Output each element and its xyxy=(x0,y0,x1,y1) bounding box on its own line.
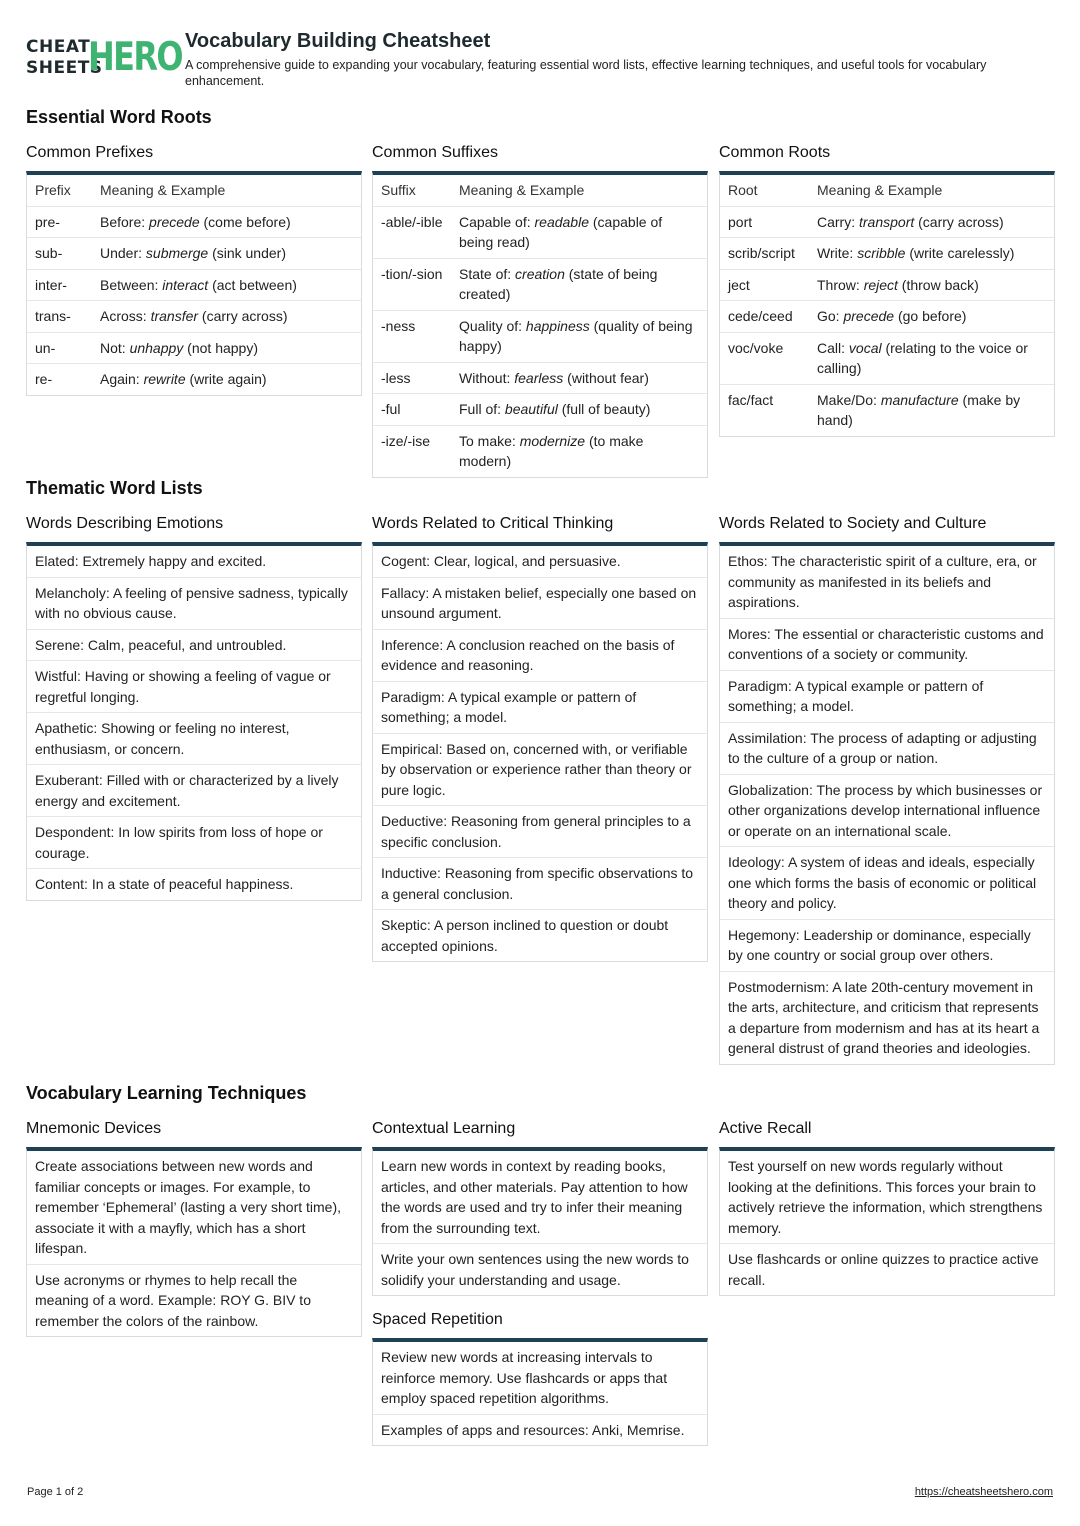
example-word: transfer xyxy=(150,308,199,324)
meaning-cell: Across: transfer (carry across) xyxy=(100,308,288,324)
meaning-cell: Between: interact (act between) xyxy=(100,276,297,293)
list-item: Hegemony: Leadership or dominance, especially by one country or social group over others. xyxy=(720,919,1054,971)
spaced-repetition-card xyxy=(372,1310,708,1446)
list-item: Ethos: The characteristic spirit of a culture, era, or community as manifested in its beliefs and aspirations. xyxy=(728,553,1037,610)
list-item: Test yourself on new words regularly without looking at the definitions. This forces your brain to actively retrieve the information, which strengthens memory. xyxy=(728,1158,1043,1236)
table-row xyxy=(373,310,707,362)
society-culture-title: Words Related to Society and Culture xyxy=(719,515,987,532)
list-item: Fallacy: A mistaken belief, especially one based on unsound argument. xyxy=(373,577,707,629)
example-word: vocal xyxy=(848,339,882,356)
term-cell: sub- xyxy=(35,245,63,261)
contextual-learning-title: Contextual Learning xyxy=(372,1120,516,1137)
list-item: Melancholy: A feeling of pensive sadness, typically with no obvious cause. xyxy=(27,577,361,629)
table-header-row xyxy=(27,175,361,206)
term-cell: trans- xyxy=(35,308,71,324)
example-word: scribble xyxy=(857,245,906,261)
example-word: submerge xyxy=(145,245,209,261)
meaning-cell: Without: fearless (without fear) xyxy=(459,369,649,386)
meaning-cell: To make: modernize (to make modern) xyxy=(459,432,644,469)
example-word: precede xyxy=(149,213,200,230)
contextual-learning-card xyxy=(372,1119,708,1296)
example-word: happiness xyxy=(525,317,590,334)
table-row xyxy=(720,206,1054,238)
term-cell: re- xyxy=(35,371,53,387)
list-item: Use flashcards or online quizzes to practice active recall. xyxy=(720,1243,1054,1295)
term-cell: -ness xyxy=(381,317,416,334)
section-title-word-roots: Essential Word Roots xyxy=(26,107,212,127)
list-item: Content: In a state of peaceful happiness. xyxy=(27,868,361,900)
example-word: creation xyxy=(515,265,565,282)
site-link[interactable]: https://cheatsheetshero.com xyxy=(914,1486,1053,1498)
example-word: unhappy xyxy=(129,339,184,356)
term-cell: ject xyxy=(728,276,750,293)
list-item: Paradigm: A typical example or pattern of something; a model. xyxy=(373,681,707,733)
example-word: rewrite xyxy=(143,371,186,387)
table-row xyxy=(27,237,361,269)
meaning-cell: Make/Do: manufacture (make by hand) xyxy=(817,391,1021,428)
table-row xyxy=(27,206,361,238)
list-item: Review new words at increasing intervals to reinforce memory. Use flashcards or apps that employ spaced repetition algorithms. xyxy=(381,1349,668,1406)
term-cell: un- xyxy=(35,339,56,356)
list-item: Apathetic: Showing or feeling no interest, enthusiasm, or concern. xyxy=(27,712,361,764)
column-header: Meaning & Example xyxy=(100,182,226,198)
table-row xyxy=(373,393,707,425)
suffixes-table xyxy=(372,171,708,478)
table-header-row xyxy=(720,175,1054,206)
table-header-row xyxy=(373,175,707,206)
roots-title: Common Roots xyxy=(719,144,831,161)
column-header: Suffix xyxy=(381,182,416,198)
critical-thinking-title: Words Related to Critical Thinking xyxy=(372,515,614,532)
table-row xyxy=(27,363,361,395)
list-item: Deductive: Reasoning from general principles to a specific conclusion. xyxy=(373,805,707,857)
page-subtitle: A comprehensive guide to expanding your vocabulary, featuring essential word lists, effective learning techniques, and useful tools for vocabulary enhancement. xyxy=(185,58,987,88)
list-item: Despondent: In low spirits from loss of hope or courage. xyxy=(27,816,361,868)
term-cell: voc/voke xyxy=(728,339,784,356)
spaced-repetition-list xyxy=(372,1338,708,1446)
list-item: Postmodernism: A late 20th-century movement in the arts, architecture, and criticism that represents a departure from modernism and has at its heart a general distrust of grand theories and ideologies. xyxy=(720,971,1054,1064)
list-item: Create associations between new words and familiar concepts or images. For example, to remember ‘Ephemeral’ (lasting a very short time), associate it with a mayfly, which has a short lifespan. xyxy=(35,1158,342,1256)
mnemonic-card xyxy=(26,1119,362,1337)
section-title-learning-techniques: Vocabulary Learning Techniques xyxy=(26,1083,307,1103)
critical-thinking-list xyxy=(372,542,708,962)
meaning-cell: Capable of: readable (capable of being read) xyxy=(459,213,663,250)
list-item: Examples of apps and resources: Anki, Memrise. xyxy=(373,1414,707,1446)
active-recall-title: Active Recall xyxy=(719,1120,812,1137)
section-title-thematic-lists: Thematic Word Lists xyxy=(26,478,203,498)
mnemonic-list xyxy=(26,1147,362,1337)
term-cell: cede/ceed xyxy=(728,308,793,324)
list-item: Globalization: The process by which businesses or other organizations develop international influence or operate on an international scale. xyxy=(720,774,1054,847)
list-item: Skeptic: A person inclined to question or doubt accepted opinions. xyxy=(373,909,707,961)
term-cell: scrib/script xyxy=(728,245,795,261)
table-row xyxy=(27,269,361,301)
society-culture-card xyxy=(719,514,1055,1065)
column-header: Root xyxy=(728,182,758,198)
column-header: Meaning & Example xyxy=(459,182,585,198)
example-word: manufacture xyxy=(880,391,959,408)
list-item: Cogent: Clear, logical, and persuasive. xyxy=(381,553,621,569)
list-item: Serene: Calm, peaceful, and untroubled. xyxy=(27,629,361,661)
term-cell: port xyxy=(728,213,753,230)
example-word: interact xyxy=(162,276,209,293)
meaning-cell: Under: submerge (sink under) xyxy=(100,245,286,261)
emotions-title: Words Describing Emotions xyxy=(26,515,224,532)
prefixes-table xyxy=(26,171,362,396)
roots-table xyxy=(719,171,1055,437)
page-title: Vocabulary Building Cheatsheet xyxy=(185,30,491,52)
term-cell: inter- xyxy=(35,276,67,293)
table-row xyxy=(720,332,1054,384)
meaning-cell: Carry: transport (carry across) xyxy=(817,213,1004,230)
table-row xyxy=(27,300,361,332)
term-cell: -able/-ible xyxy=(381,213,443,230)
list-item: Exuberant: Filled with or characterized by a lively energy and excitement. xyxy=(27,764,361,816)
table-row xyxy=(720,384,1054,436)
term-cell: pre- xyxy=(35,213,60,230)
list-item: Learn new words in context by reading books, articles, and other materials. Pay attention to how the words are used and try to infer their meaning from the surrounding text. xyxy=(381,1158,688,1236)
term-cell: -less xyxy=(381,369,411,386)
table-row xyxy=(373,425,707,477)
example-word: reject xyxy=(863,276,898,293)
logo-cheat-text: CHEAT xyxy=(26,37,91,57)
header xyxy=(26,30,1056,90)
example-word: modernize xyxy=(519,432,586,449)
list-item: Wistful: Having or showing a feeling of vague or regretful longing. xyxy=(27,660,361,712)
column-header: Prefix xyxy=(35,182,71,198)
term-cell: -ize/-ise xyxy=(381,432,431,449)
suffixes-card xyxy=(372,143,708,478)
meaning-cell: Not: unhappy (not happy) xyxy=(100,339,259,356)
table-row xyxy=(27,332,361,364)
example-word: fearless xyxy=(514,369,564,386)
table-row xyxy=(373,258,707,310)
list-item: Inductive: Reasoning from specific observations to a general conclusion. xyxy=(373,857,707,909)
list-item: Paradigm: A typical example or pattern of something; a model. xyxy=(720,670,1054,722)
critical-thinking-card xyxy=(372,514,708,962)
term-cell: -ful xyxy=(381,401,401,417)
list-item: Elated: Extremely happy and excited. xyxy=(35,553,267,569)
list-item: Inference: A conclusion reached on the basis of evidence and reasoning. xyxy=(373,629,707,681)
term-cell: fac/fact xyxy=(728,391,774,408)
column-header: Meaning & Example xyxy=(817,182,943,198)
table-row xyxy=(720,237,1054,269)
example-word: readable xyxy=(534,213,589,230)
active-recall-list xyxy=(719,1147,1055,1296)
page-number: Page 1 of 2 xyxy=(27,1486,84,1498)
roots-card xyxy=(719,143,1055,437)
meaning-cell: Full of: beautiful (full of beauty) xyxy=(459,401,651,417)
meaning-cell: Quality of: happiness (quality of being happy) xyxy=(459,317,693,354)
prefixes-card xyxy=(26,143,362,396)
suffixes-title: Common Suffixes xyxy=(372,144,498,161)
contextual-learning-list xyxy=(372,1147,708,1296)
list-item: Use acronyms or rhymes to help recall the meaning of a word. Example: ROY G. BIV to remember the colors of the rainbow. xyxy=(27,1264,361,1337)
example-word: transport xyxy=(859,213,915,230)
example-word: precede xyxy=(843,308,895,324)
active-recall-card xyxy=(719,1119,1055,1296)
table-row xyxy=(720,300,1054,332)
term-cell: -tion/-sion xyxy=(381,265,443,282)
meaning-cell: Go: precede (go before) xyxy=(817,308,967,324)
meaning-cell: Call: vocal (relating to the voice or calling) xyxy=(817,339,1028,376)
society-culture-list xyxy=(719,542,1055,1065)
meaning-cell: Throw: reject (throw back) xyxy=(817,276,979,293)
logo-hero-text: HERO xyxy=(88,35,182,80)
meaning-cell: State of: creation (state of being created) xyxy=(459,265,658,302)
example-word: beautiful xyxy=(504,401,558,417)
logo-sheets-text: SHEETS xyxy=(26,58,103,78)
list-item: Assimilation: The process of adapting or adjusting to the culture of a group or nation. xyxy=(720,722,1054,774)
list-item: Empirical: Based on, concerned with, or verifiable by observation or experience rather than theory or pure logic. xyxy=(373,733,707,806)
prefixes-title: Common Prefixes xyxy=(26,144,154,161)
emotions-card xyxy=(26,514,362,901)
meaning-cell: Again: rewrite (write again) xyxy=(100,371,267,387)
list-item: Mores: The essential or characteristic customs and conventions of a society or community. xyxy=(720,618,1054,670)
list-item: Write your own sentences using the new words to solidify your understanding and usage. xyxy=(373,1243,707,1295)
table-row xyxy=(373,362,707,394)
table-row xyxy=(373,206,707,258)
list-item: Ideology: A system of ideas and ideals, especially one which forms the basis of economic or political theory and policy. xyxy=(720,846,1054,919)
meaning-cell: Write: scribble (write carelessly) xyxy=(817,245,1015,261)
emotions-list xyxy=(26,542,362,901)
meaning-cell: Before: precede (come before) xyxy=(100,213,291,230)
spaced-repetition-title: Spaced Repetition xyxy=(372,1311,503,1328)
mnemonic-title: Mnemonic Devices xyxy=(26,1120,162,1137)
table-row xyxy=(720,269,1054,301)
cheatsheetshero-logo[interactable] xyxy=(26,35,182,80)
